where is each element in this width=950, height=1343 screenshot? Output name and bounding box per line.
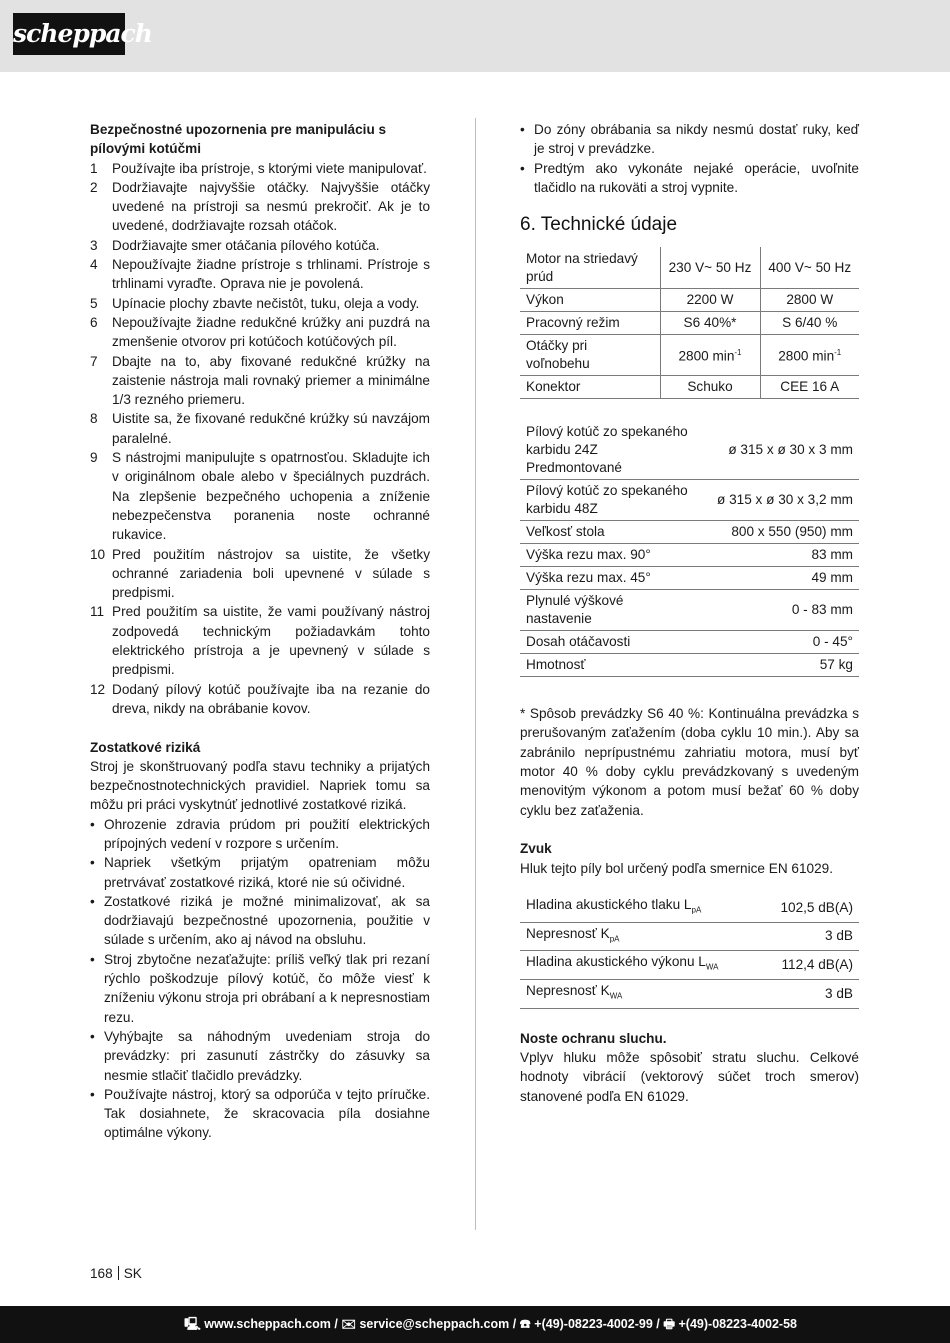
bullet-dot: • (520, 160, 525, 176)
table-row (520, 544, 859, 567)
phone-icon: ☎ (519, 1317, 531, 1331)
bullet-dot: • (90, 951, 95, 967)
mail-icon: ✉ (341, 1317, 356, 1331)
page-number-value: 168 (90, 1266, 113, 1281)
table-row (520, 521, 859, 544)
spec-label: Hmotnosť (520, 654, 695, 677)
spec-label: Výška rezu max. 90° (520, 544, 695, 567)
numbered-item (90, 178, 430, 236)
item-text: Dodržiavajte najvyššie otáčky. Najvyššie otáčky uvedené na prístroji sa nesmú prekročiť. Ak je to uvedené, dodržiavajte rozsah otáčok. (112, 179, 430, 234)
table-row (520, 951, 859, 980)
value-text: 230 V~ 50 Hz (668, 260, 752, 276)
spec-value: 0 - 83 mm (695, 590, 859, 631)
item-text: S nástrojmi manipulujte s opatrnosťou. Skladujte ich v originálnom obale alebo v špeciálnych puzdrách. Na zlepšenie bezpečného uchopenia a zníženie nebezpečenstva poranenia noste ochranné rukavice. (112, 450, 430, 543)
table-row (520, 480, 859, 521)
numbered-item (90, 352, 430, 410)
table-row (520, 631, 859, 654)
bullet-item (90, 853, 430, 892)
value-text: 2800 min (778, 348, 835, 364)
bullet-text: Predtým ako vykonáte nejaké operácie, uvoľnite tlačidlo na rukoväti a stroj vypnite. (534, 160, 859, 195)
column-divider (475, 118, 476, 1230)
page-footer: 🖳 www.scheppach.com / ✉ service@scheppach.com / ☎ +(49)-08223-4002-99 / 🖶 +(49)-08223-4002-58 (0, 1306, 950, 1343)
spec-label: Konektor (520, 376, 660, 399)
bullet-item (520, 120, 859, 159)
spec-value-230v (660, 247, 760, 289)
safety-numbered-list (90, 159, 430, 719)
table-row (520, 376, 859, 399)
numbered-item (90, 313, 430, 352)
numbered-item (90, 409, 430, 448)
bullet-text: Napriek všetkým prijatým opatreniam môžu pretrvávať zostatkové riziká, ktoré nie sú očividné. (104, 855, 430, 890)
table-row (520, 289, 859, 312)
table-row (520, 421, 859, 480)
spec-label: Veľkosť stola (520, 521, 695, 544)
noise-value: 3 dB (760, 980, 859, 1009)
noise-spec-table (520, 894, 859, 1009)
table-row (520, 654, 859, 677)
spec-label: Výška rezu max. 45° (520, 567, 695, 590)
bullet-item (90, 1027, 430, 1085)
numbered-item (90, 545, 430, 603)
bullet-item (90, 950, 430, 1027)
label-text: Nepresnosť K (526, 925, 610, 941)
table-row (520, 567, 859, 590)
value-text: 2800 min (678, 348, 735, 364)
residual-risks-list (90, 815, 430, 1143)
bullet-dot: • (90, 893, 95, 909)
bullet-item (90, 815, 430, 854)
spec-value: 83 mm (695, 544, 859, 567)
fax-icon: 🖶 (663, 1317, 676, 1331)
item-text: Pred použitím nástrojov sa uistite, že všetky ochranné zariadenia boli upevnené v súlade s predpismi. (112, 546, 430, 601)
noise-value: 102,5 dB(A) (760, 894, 859, 922)
noise-label (520, 980, 760, 1009)
label-subscript: WA (705, 963, 719, 973)
bullet-text: Stroj zbytočne nezaťažujte: príliš veľký tlak pri rezaní rýchlo poškodzuje pílový kotúč, čo môže viesť k zníženiu výkonu stroja pri obrábaní a k nepresnostiam rezu. (104, 951, 430, 1025)
table-row (520, 922, 859, 951)
item-number: 7 (90, 353, 98, 369)
bullet-dot: • (520, 122, 525, 137)
spec-label: Dosah otáčavosti (520, 631, 695, 654)
item-number: 8 (90, 411, 98, 427)
item-number: 12 (90, 681, 106, 697)
spec-label: Motor na striedavý prúd (520, 247, 660, 289)
spec-value-230v (660, 335, 760, 376)
footer-fax: +(49)-08223-4002-58 (678, 1317, 797, 1331)
noise-label (520, 894, 760, 922)
spec-label: Pracovný režim (520, 312, 660, 335)
page-header (0, 0, 950, 72)
footer-web[interactable]: www.scheppach.com (204, 1317, 331, 1331)
spec-label: Výkon (520, 289, 660, 312)
spec-value-400v (760, 376, 859, 399)
item-number: 4 (90, 257, 98, 273)
spec-value: 49 mm (695, 567, 859, 590)
value-text: Schuko (687, 379, 733, 395)
spec-value-400v (760, 312, 859, 335)
spec-value: ø 315 x ø 30 x 3 mm (695, 421, 859, 480)
hearing-protection-text: Vplyv hluku môže spôsobiť stratu sluchu. Celkové hodnoty vibrácií (vektorový súčet troch smerov) stanovené podľa EN 61029. (520, 1050, 859, 1104)
spec-value-400v (760, 247, 859, 289)
table-row (520, 980, 859, 1009)
spec-value: 0 - 45° (695, 631, 859, 654)
spec-value-230v (660, 289, 760, 312)
table-row (520, 247, 859, 289)
bullet-item (90, 1085, 430, 1143)
item-number: 11 (90, 604, 105, 620)
operating-mode-footnote: * Spôsob prevádzky S6 40 %: Kontinuálna prevádzka s prerušovaným zaťažením (doba cyklu 10 min.). Aby sa zabránilo neprípustnému zahriatiu motora, musí byť motor 40 % doby cyklu prevádzkovaný s uvedeným menovitým výkonom a potom musí bežať 60 % doby cyklu bez zaťaženia. (520, 706, 859, 818)
table-row (520, 894, 859, 922)
item-text: Dbajte na to, aby fixované redukčné krúžky na zaistenie nástroja mali rovnaký priemer a minimálne 1/3 rezného priemeru. (112, 353, 430, 408)
bullet-text: Vyhýbajte sa náhodným uvedeniam stroja do prevádzky: pri zasunutí zástrčky do zásuvky sa nesmie stlačiť tlačidlo prevádzky. (104, 1028, 430, 1083)
value-text: 2200 W (686, 292, 734, 308)
item-text: Nepoužívajte žiadne redukčné krúžky ani puzdrá na zmenšenie otvorov pri kotúčoch kotúčových píl. (112, 314, 430, 350)
item-text: Nepoužívajte žiadne prístroje s trhlinami. Prístroje s trhlinami vyraďte. Oprava nie je povolená. (112, 257, 430, 292)
item-text: Pred použitím sa uistite, že vami používaný nástroj zodpovedá technickým požiadavkám tohto elektrického prístroja a je upevnený v súlade s predpismi. (112, 604, 430, 678)
bullet-dot: • (90, 1086, 95, 1102)
value-text: S6 40%* (683, 315, 737, 331)
computer-icon: 🖳 (184, 1317, 201, 1331)
spec-value-400v (760, 335, 859, 376)
item-text: Uistite sa, že fixované redukčné krúžky sú navzájom paralelné. (112, 411, 430, 446)
value-text: 2800 W (786, 292, 834, 308)
footer-mail[interactable]: service@scheppach.com (359, 1317, 510, 1331)
numbered-item (90, 680, 430, 719)
value-text: S 6/40 % (782, 315, 838, 331)
item-text: Dodaný pílový kotúč používajte iba na rezanie do dreva, nikdy na obrábanie kovov. (112, 681, 430, 716)
bullet-text: Do zóny obrábania sa nikdy nesmú dostať ruky, keď je stroj v prevádzke. (534, 122, 859, 157)
spec-label: Pílový kotúč zo spekaného karbidu 48Z (520, 480, 695, 521)
noise-heading: Zvuk (520, 841, 552, 857)
spec-value: 800 x 550 (950) mm (695, 521, 859, 544)
bullet-text: Ohrozenie zdravia prúdom pri použití elektrických prípojných vedení v rozpore s určením. (104, 816, 430, 851)
bullet-text: Zostatkové riziká je možné minimalizovať, ak sa dodržiavajú bezpečnostné upozornenia, použitie v súlade s určením, ako aj návod na obsluhu. (104, 893, 430, 948)
right-column (520, 120, 859, 1106)
spec-label: Otáčky pri voľnobehu (520, 335, 660, 376)
spec-label: Pílový kotúč zo spekaného karbidu 24Z Predmontované (520, 421, 695, 480)
left-column (90, 120, 430, 1143)
table-row (520, 312, 859, 335)
noise-value: 112,4 dB(A) (760, 951, 859, 980)
table-row (520, 335, 859, 376)
item-number: 5 (90, 295, 98, 311)
noise-label (520, 922, 760, 951)
bullet-dot: • (90, 1028, 95, 1044)
hearing-protection-heading: Noste ochranu sluchu. (520, 1030, 667, 1046)
value-text: CEE 16 A (780, 379, 840, 395)
residual-risks-intro: Stroj je skonštruovaný podľa stavu techniky a prijatých bezpečnostnotechnických pravidiel. Napriek tomu sa môžu pri práci vyskytnúť jednotlivé zostatkové riziká. (90, 758, 430, 813)
item-number: 9 (90, 450, 98, 466)
item-number: 3 (90, 237, 98, 253)
spec-value-400v (760, 289, 859, 312)
unit-exponent: -1 (734, 348, 742, 358)
dimensions-spec-table (520, 421, 859, 677)
item-number: 1 (90, 160, 98, 176)
spec-value-230v (660, 312, 760, 335)
section-title: 6. Technické údaje (520, 214, 678, 236)
item-text: Upínacie plochy zbavte nečistôt, tuku, oleja a vody. (112, 295, 420, 311)
bullet-item (90, 892, 430, 950)
unit-exponent: -1 (834, 348, 842, 358)
label-subscript: WA (609, 991, 623, 1001)
item-text: Dodržiavajte smer otáčania pílového kotúča. (112, 237, 380, 253)
item-number: 10 (90, 546, 106, 562)
item-number: 6 (90, 314, 98, 330)
safety-heading: Bezpečnostné upozornenia pre manipuláciu s pílovými kotúčmi (90, 122, 387, 157)
table-row (520, 590, 859, 631)
item-number: 2 (90, 179, 98, 195)
numbered-item (90, 448, 430, 544)
scheppach-logo: scheppach (13, 13, 125, 55)
noise-value: 3 dB (760, 922, 859, 951)
label-text: Hladina akustického výkonu L (526, 954, 706, 970)
bullet-dot: • (90, 816, 95, 832)
spec-label: Plynulé výškové nastavenie (520, 590, 695, 631)
label-subscript: pA (691, 905, 702, 915)
motor-spec-table (520, 247, 859, 399)
label-text: Hladina akustického tlaku L (526, 896, 692, 912)
residual-risks-heading: Zostatkové riziká (90, 739, 201, 755)
operation-bullets (520, 120, 859, 197)
spec-value: ø 315 x ø 30 x 3,2 mm (695, 480, 859, 521)
label-subscript: pA (609, 934, 620, 944)
page-language: SK (123, 1266, 142, 1281)
noise-label (520, 951, 760, 980)
spec-value: 57 kg (695, 654, 859, 677)
numbered-item (90, 255, 430, 294)
bullet-text: Používajte nástroj, ktorý sa odporúča v tejto príručke. Tak dosiahnete, že skracovacia píla dosiahne optimálne výkony. (104, 1086, 430, 1141)
item-text: Používajte iba prístroje, s ktorými viete manipulovať. (112, 160, 427, 176)
label-text: Nepresnosť K (526, 983, 610, 999)
spec-value-230v (660, 376, 760, 399)
page-number (90, 1265, 142, 1283)
page-number-separator (118, 1266, 119, 1280)
numbered-item (90, 159, 430, 178)
noise-text: Hluk tejto píly bol určený podľa smernice EN 61029. (520, 860, 834, 876)
value-text: 400 V~ 50 Hz (768, 260, 852, 276)
numbered-item (90, 602, 430, 679)
bullet-dot: • (90, 855, 95, 871)
bullet-item (520, 159, 859, 198)
numbered-item (90, 236, 430, 255)
footer-phone: +(49)-08223-4002-99 (534, 1317, 653, 1331)
numbered-item (90, 294, 430, 313)
